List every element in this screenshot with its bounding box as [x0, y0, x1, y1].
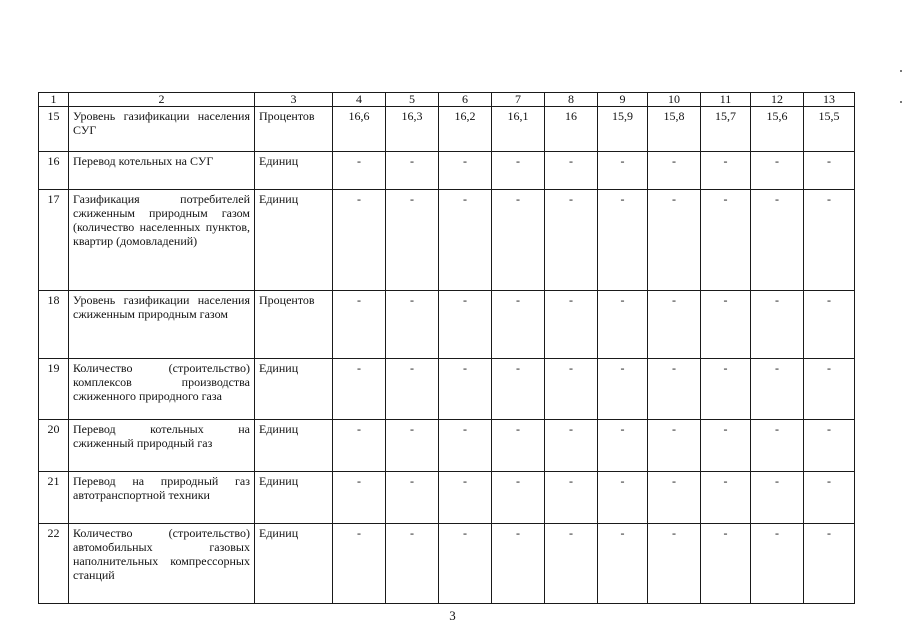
value-cell: -	[701, 472, 751, 524]
value-cell: -	[648, 420, 701, 472]
value-cell: 16,3	[386, 107, 439, 152]
header-cell: 11	[701, 93, 751, 107]
value-cell: -	[804, 524, 855, 604]
value-cell: -	[751, 472, 804, 524]
value-cell: -	[492, 420, 545, 472]
header-cell: 1	[39, 93, 69, 107]
value-cell: -	[701, 190, 751, 291]
row-number-cell: 22	[39, 524, 69, 604]
value-cell: -	[439, 152, 492, 190]
row-number-cell: 21	[39, 472, 69, 524]
value-cell: -	[333, 291, 386, 359]
value-cell: -	[386, 420, 439, 472]
unit-cell: Процентов	[255, 107, 333, 152]
row-number-cell: 17	[39, 190, 69, 291]
unit-cell: Единиц	[255, 472, 333, 524]
value-cell: 16,1	[492, 107, 545, 152]
value-cell: -	[648, 152, 701, 190]
indicator-name-cell: Уровень газификации населения сжиженным природным газом	[69, 291, 255, 359]
header-cell: 12	[751, 93, 804, 107]
page-number: 3	[449, 608, 456, 623]
unit-cell: Единиц	[255, 190, 333, 291]
value-cell: -	[598, 190, 648, 291]
row-number-cell: 15	[39, 107, 69, 152]
table-body	[39, 93, 855, 604]
indicator-name-cell: Газификация потребителей сжиженным природным газом (количество населенных пунктов, квартир (домовладений)	[69, 190, 255, 291]
header-cell: 5	[386, 93, 439, 107]
value-cell: -	[386, 291, 439, 359]
scan-mark	[900, 101, 902, 103]
value-cell: -	[333, 420, 386, 472]
value-cell: -	[598, 420, 648, 472]
table-row	[39, 152, 855, 190]
value-cell: -	[804, 291, 855, 359]
indicator-name-cell: Уровень газификации населения СУГ	[69, 107, 255, 152]
value-cell: -	[439, 190, 492, 291]
value-cell: 15,8	[648, 107, 701, 152]
value-cell: -	[648, 524, 701, 604]
value-cell: -	[439, 524, 492, 604]
table-row	[39, 291, 855, 359]
header-cell: 2	[69, 93, 255, 107]
value-cell: -	[545, 152, 598, 190]
value-cell: -	[701, 524, 751, 604]
value-cell: -	[598, 524, 648, 604]
value-cell: -	[492, 524, 545, 604]
value-cell: -	[648, 291, 701, 359]
value-cell: -	[492, 472, 545, 524]
value-cell: -	[804, 359, 855, 420]
value-cell: -	[386, 152, 439, 190]
value-cell: -	[598, 152, 648, 190]
value-cell: -	[751, 152, 804, 190]
value-cell: -	[439, 291, 492, 359]
unit-cell: Единиц	[255, 359, 333, 420]
value-cell: -	[804, 152, 855, 190]
value-cell: -	[386, 359, 439, 420]
value-cell: -	[545, 190, 598, 291]
value-cell: 16,6	[333, 107, 386, 152]
value-cell: -	[648, 472, 701, 524]
header-cell: 3	[255, 93, 333, 107]
value-cell: -	[648, 359, 701, 420]
value-cell: -	[751, 524, 804, 604]
value-cell: 16,2	[439, 107, 492, 152]
value-cell: -	[598, 291, 648, 359]
value-cell: -	[333, 190, 386, 291]
value-cell: -	[333, 472, 386, 524]
value-cell: 15,9	[598, 107, 648, 152]
value-cell: -	[598, 359, 648, 420]
value-cell: -	[545, 524, 598, 604]
value-cell: -	[751, 359, 804, 420]
header-cell: 7	[492, 93, 545, 107]
header-cell: 6	[439, 93, 492, 107]
value-cell: 16	[545, 107, 598, 152]
row-number-cell: 18	[39, 291, 69, 359]
value-cell: -	[751, 291, 804, 359]
indicator-name-cell: Перевод котельных на СУГ	[69, 152, 255, 190]
value-cell: -	[545, 359, 598, 420]
value-cell: -	[386, 190, 439, 291]
indicators-table	[38, 92, 855, 604]
row-number-cell: 16	[39, 152, 69, 190]
value-cell: 15,6	[751, 107, 804, 152]
value-cell: -	[439, 359, 492, 420]
value-cell: -	[545, 291, 598, 359]
table-row	[39, 190, 855, 291]
table-row	[39, 472, 855, 524]
value-cell: -	[804, 472, 855, 524]
value-cell: -	[701, 359, 751, 420]
value-cell: -	[492, 359, 545, 420]
header-cell: 8	[545, 93, 598, 107]
row-number-cell: 19	[39, 359, 69, 420]
value-cell: -	[492, 152, 545, 190]
value-cell: -	[333, 152, 386, 190]
table-row	[39, 107, 855, 152]
unit-cell: Единиц	[255, 420, 333, 472]
indicator-name-cell: Количество (строительство) автомобильных газовых наполнительных компрессорных станций	[69, 524, 255, 604]
value-cell: -	[439, 420, 492, 472]
value-cell: -	[333, 359, 386, 420]
value-cell: -	[492, 190, 545, 291]
value-cell: -	[804, 420, 855, 472]
value-cell: 15,7	[701, 107, 751, 152]
value-cell: -	[701, 152, 751, 190]
value-cell: -	[751, 190, 804, 291]
header-cell: 4	[333, 93, 386, 107]
value-cell: 15,5	[804, 107, 855, 152]
indicator-name-cell: Перевод на природный газ автотранспортной техники	[69, 472, 255, 524]
value-cell: -	[492, 291, 545, 359]
table-header-row	[39, 93, 855, 107]
value-cell: -	[386, 524, 439, 604]
table-row	[39, 524, 855, 604]
header-cell: 10	[648, 93, 701, 107]
unit-cell: Единиц	[255, 524, 333, 604]
value-cell: -	[439, 472, 492, 524]
value-cell: -	[545, 420, 598, 472]
value-cell: -	[701, 291, 751, 359]
table-row	[39, 359, 855, 420]
value-cell: -	[648, 190, 701, 291]
value-cell: -	[804, 190, 855, 291]
header-cell: 13	[804, 93, 855, 107]
unit-cell: Процентов	[255, 291, 333, 359]
value-cell: -	[545, 472, 598, 524]
value-cell: -	[598, 472, 648, 524]
value-cell: -	[701, 420, 751, 472]
unit-cell: Единиц	[255, 152, 333, 190]
scan-mark	[900, 70, 902, 72]
value-cell: -	[386, 472, 439, 524]
indicator-name-cell: Перевод котельных на сжиженный природный газ	[69, 420, 255, 472]
table-row	[39, 420, 855, 472]
header-cell: 9	[598, 93, 648, 107]
value-cell: -	[333, 524, 386, 604]
row-number-cell: 20	[39, 420, 69, 472]
indicator-name-cell: Количество (строительство) комплексов производства сжиженного природного газа	[69, 359, 255, 420]
value-cell: -	[751, 420, 804, 472]
